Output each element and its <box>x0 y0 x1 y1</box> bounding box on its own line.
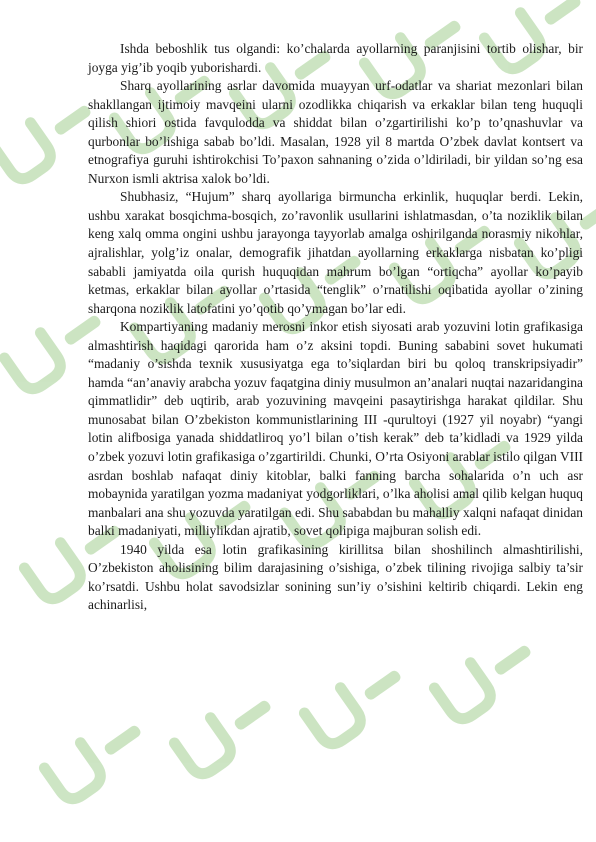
paragraph: Shubhasiz, “Hujum” sharq ayollariga birmuncha erkinlik, huquqlar berdi. Lekin, ushbu xarakat bosqichma-bosqich, zo’ravonlik usullarini ishlatmasdan, o’ta noziklik bilan keng xalq omma ongini ushbu jarayonga tayyorlab amalga oshirilganda norasmiy nikohlar, ajralishlar, yolg’iz onalar, demografik jihatdan ayollarning erkaklarga nisbatan ko’pligi sababli jamiyatda oila qurish huquqidan mahrum bo’lgan “ortiqcha” ayollar ko’payib ketmas, erkaklar bilan ayollar o’rtasida “tenglik” o’rnatilishi oqibatida ayollar o’zining sharqona noziklik latofatini yo’qotib qo’ymagan bo’lar edi. <box>88 189 583 316</box>
document-body <box>88 40 583 615</box>
paragraph: Kompartiyaning madaniy merosni inkor etish siyosati arab yozuvini lotin grafikasiga almashtirish haqidagi qarorida ham o’z aksini topdi. Buning sababini sovet hukumati “madaniy o’sishda texnik xususiyatga ega to’siqlardan biri bu qoloq transkripsiyadir” hamda “an’anaviy arabcha yozuv faqatgina diniy musulmon an’analari nuqtai nazaridangina qimmatlidir” deb uqtirib, arab yozuvining mavqeini pasaytirishga harakat qildilar. Shu munosabat bilan O’zbekiston kommunistlarining III -qurultoyi (1927 yil noyabr) “yangi lotin alifbosiga yanada shiddatliroq yo’l bilan o’tish kerak” deb ta’kidladi va 1929 yilda o’zbek yozuvi lotin grafikasiga o’zgartirildi. Chunki, O’rta Osiyoni arablar istilo qilgan VIII asrdan boshlab nafaqat diniy kitoblar, balki fanning barcha sohalarida o’n uch asr mobaynida yaratilgan yozma madaniyat yodgorliklari, o’lka aholisi amal qilib kelgan huquq manbalari ana shu yozuvda yaratilgan edi. Shu sababdan bu mahalliy xalqni nafaqat dinidan balki madaniyati, milliylikdan ajratib, sovet qolipiga majburan solish edi. <box>88 319 583 539</box>
paragraph: 1940 yilda esa lotin grafikasining kirillitsa bilan shoshilinch almashtirilishi, O’zbekiston aholisining bilim darajasining o’sishiga, o’zbek tilining rivojiga salbiy ta’sir ko’rsatdi. Ushbu holat savodsizlar sonining sun’iy o’sishini keltirib chiqardi. Lekin eng achinarlisi, <box>88 541 583 613</box>
paragraph: Sharq ayollarining asrlar davomida muayyan urf-odatlar va shariat mezonlari bilan shakllangan ijtimoiy mavqeini ularni ozodlikka chiqarish va erkaklar bilan teng huquqli qilish shiori ostida favqulodda va shiddat bilan o’zgartirilishi ko’p to’qnashuvlar va qurbonlar bo’lishiga sabab bo’ldi. Masalan, 1928 yil 8 martda O’zbek davlat kontsert va etnografiya guruhi ishtirokchisi To’paxon sahnaning o’zida o’ldiriladi, bir yildan so’ng esa Nurxon ismli aktrisa xalok bo’ldi. <box>88 78 583 186</box>
watermark-stamp <box>0 91 102 184</box>
watermark-stamp <box>304 656 411 749</box>
watermark-stamp <box>434 631 541 724</box>
paragraph: Ishda beboshlik tus olgandi: ko’chalarda ayollarning paranjisini tortib olishar, bir joyga yig’ib yoqib yuborishardi. <box>88 41 583 75</box>
watermark-stamp <box>174 686 281 779</box>
watermark-stamp <box>44 711 151 804</box>
